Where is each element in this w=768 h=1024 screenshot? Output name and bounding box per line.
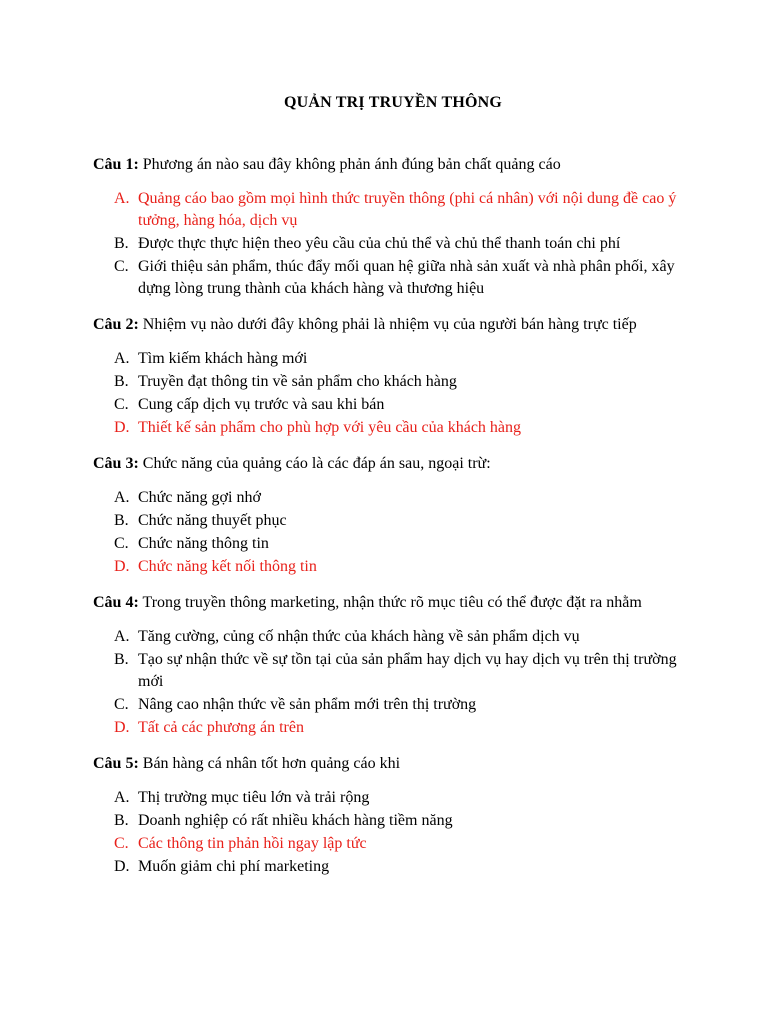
question-text: Chức năng của quảng cáo là các đáp án sau, ngoại trừ: — [142, 455, 491, 472]
answer-letter: C. — [114, 696, 129, 713]
answer-text: Truyền đạt thông tin về sản phẩm cho khách hàng — [138, 373, 457, 390]
answer-text: Tất cả các phương án trên — [138, 719, 304, 736]
answer-option-a — [114, 188, 693, 232]
answer-letter: C. — [114, 396, 129, 413]
answer-letter: B. — [114, 512, 129, 529]
question-label: Câu 5: — [93, 755, 139, 772]
document-page — [93, 92, 693, 892]
answer-option-d — [114, 417, 693, 439]
answer-option-c — [114, 394, 693, 416]
question-1 — [93, 154, 693, 300]
answer-letter: C. — [114, 258, 129, 275]
answer-option-c — [114, 533, 693, 555]
answer-option-a — [114, 787, 693, 809]
question-stem — [93, 453, 693, 475]
answer-text: Chức năng thuyết phục — [138, 512, 287, 529]
answer-option-c — [114, 833, 693, 855]
question-label: Câu 4: — [93, 594, 139, 611]
answer-letter: C. — [114, 535, 129, 552]
document-title: QUẢN TRỊ TRUYỀN THÔNG — [283, 94, 503, 111]
answer-text: Chức năng kết nối thông tin — [138, 558, 317, 575]
answer-list — [93, 626, 693, 739]
answer-letter: A. — [114, 489, 130, 506]
answer-text: Quảng cáo bao gồm mọi hình thức truyền thông (phi cá nhân) với nội dung đề cao ý tưởng, hàng hóa, dịch vụ — [138, 190, 677, 229]
question-3 — [93, 453, 693, 578]
answer-option-d — [114, 556, 693, 578]
answer-option-b — [114, 810, 693, 832]
answer-letter: B. — [114, 373, 129, 390]
question-text: Nhiệm vụ nào dưới đây không phải là nhiệm vụ của người bán hàng trực tiếp — [142, 316, 637, 333]
answer-text: Nâng cao nhận thức về sản phẩm mới trên thị trường — [138, 696, 477, 713]
answer-option-a — [114, 626, 693, 648]
answer-text: Doanh nghiệp có rất nhiều khách hàng tiềm năng — [138, 812, 453, 829]
question-4 — [93, 592, 693, 739]
answer-option-b — [114, 510, 693, 532]
answer-list — [93, 348, 693, 439]
answer-text: Giới thiệu sản phẩm, thúc đẩy mối quan hệ giữa nhà sản xuất và nhà phân phối, xây dựng lòng trung thành của khách hàng và thương hiệu — [138, 258, 675, 297]
answer-letter: A. — [114, 628, 130, 645]
answer-letter: D. — [114, 558, 130, 575]
answer-option-a — [114, 348, 693, 370]
answer-letter: B. — [114, 235, 129, 252]
answer-list — [93, 487, 693, 578]
answer-text: Tăng cường, củng cố nhận thức của khách hàng về sản phẩm dịch vụ — [138, 628, 580, 645]
answer-option-b — [114, 233, 693, 255]
answer-text: Tìm kiếm khách hàng mới — [138, 350, 308, 367]
answer-text: Muốn giảm chi phí marketing — [138, 858, 330, 875]
question-stem — [93, 592, 693, 614]
answer-text: Cung cấp dịch vụ trước và sau khi bán — [138, 396, 385, 413]
question-text: Bán hàng cá nhân tốt hơn quảng cáo khi — [142, 755, 401, 772]
question-label: Câu 3: — [93, 455, 139, 472]
answer-text: Chức năng thông tin — [138, 535, 269, 552]
answer-option-a — [114, 487, 693, 509]
answer-letter: B. — [114, 812, 129, 829]
question-stem — [93, 154, 693, 176]
answer-option-b — [114, 371, 693, 393]
answer-text: Chức năng gợi nhớ — [138, 489, 261, 506]
answer-list — [93, 188, 693, 300]
answer-option-c — [114, 256, 693, 300]
answer-text: Tạo sự nhận thức về sự tồn tại của sản phẩm hay dịch vụ hay dịch vụ trên thị trường mới — [138, 651, 677, 690]
answer-text: Thiết kế sản phẩm cho phù hợp với yêu cầu của khách hàng — [138, 419, 522, 436]
answer-text: Được thực thực hiện theo yêu cầu của chủ thể và chủ thể thanh toán chi phí — [138, 235, 621, 252]
question-5 — [93, 753, 693, 878]
answer-option-c — [114, 694, 693, 716]
answer-letter: C. — [114, 835, 129, 852]
answer-letter: D. — [114, 719, 130, 736]
answer-letter: A. — [114, 190, 130, 207]
question-stem — [93, 314, 693, 336]
question-text: Phương án nào sau đây không phản ánh đúng bản chất quảng cáo — [142, 156, 561, 173]
answer-letter: A. — [114, 350, 130, 367]
question-label: Câu 2: — [93, 316, 139, 333]
question-2 — [93, 314, 693, 439]
answer-letter: D. — [114, 858, 130, 875]
answer-list — [93, 787, 693, 878]
answer-option-d — [114, 717, 693, 739]
answer-option-b — [114, 649, 693, 693]
answer-letter: A. — [114, 789, 130, 806]
answer-text: Thị trường mục tiêu lớn và trải rộng — [138, 789, 370, 806]
question-text: Trong truyền thông marketing, nhận thức rõ mục tiêu có thể được đặt ra nhằm — [142, 594, 642, 611]
answer-letter: B. — [114, 651, 129, 668]
answer-option-d — [114, 856, 693, 878]
answer-text: Các thông tin phản hồi ngay lập tức — [138, 835, 367, 852]
question-stem — [93, 753, 693, 775]
answer-letter: D. — [114, 419, 130, 436]
question-label: Câu 1: — [93, 156, 139, 173]
